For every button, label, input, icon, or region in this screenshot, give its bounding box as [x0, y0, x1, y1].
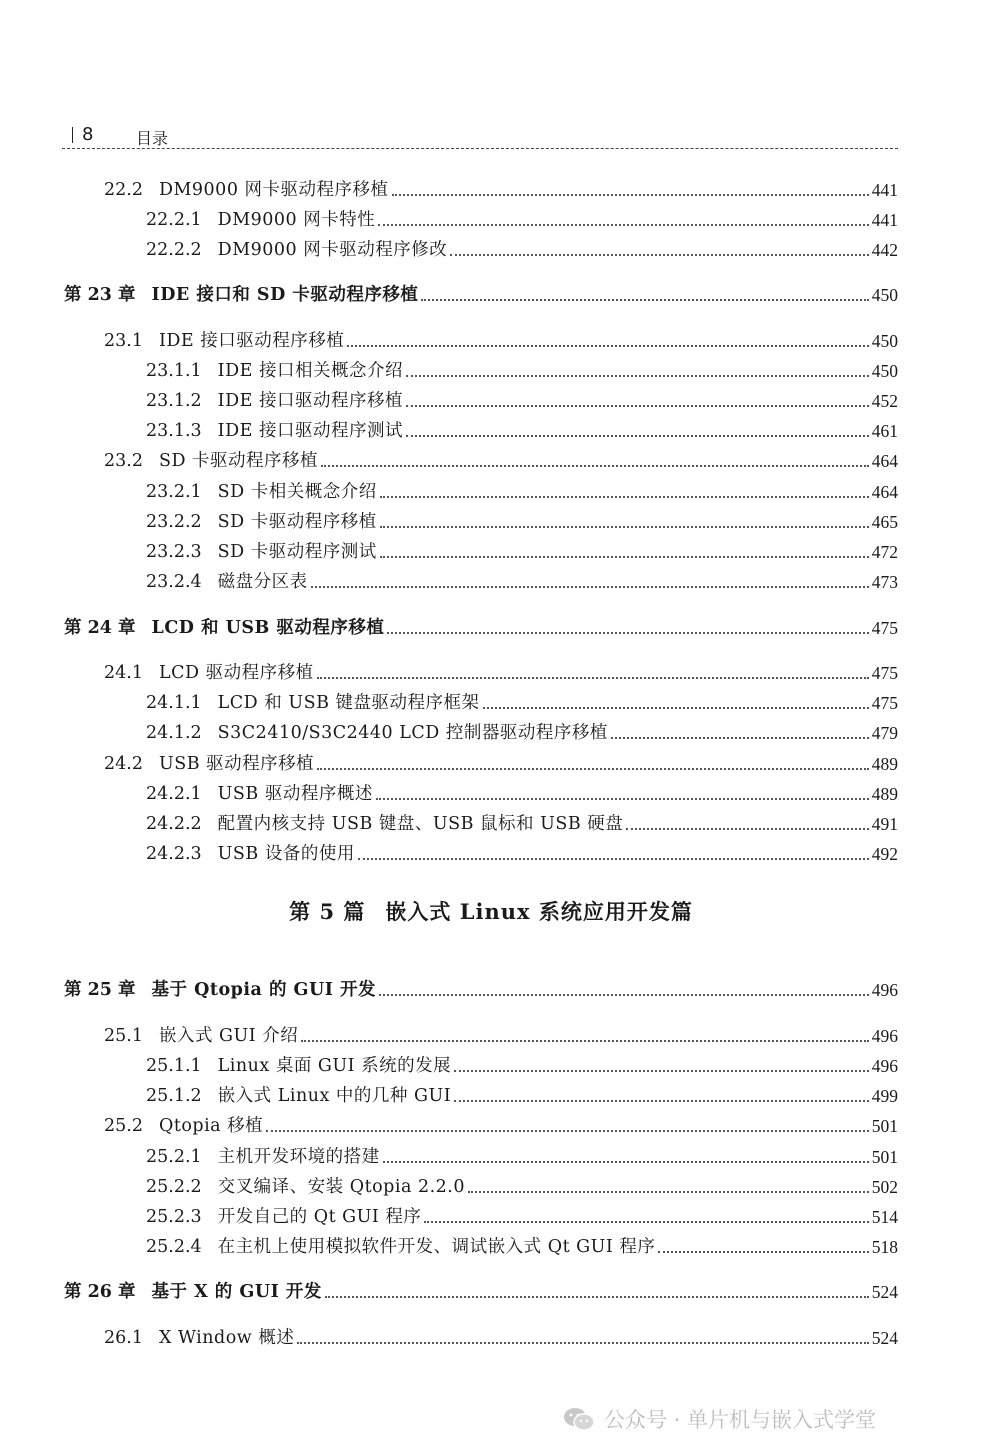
part-label: 第 5 篇 [289, 899, 366, 924]
header-bar [72, 127, 73, 143]
toc-chapter-23[interactable]: 第 23 章 IDE 接口和 SD 卡驱动程序移植 450 [64, 285, 898, 305]
toc-entry-24-2-3[interactable]: 24.2.3 USB 设备的使用 492 [146, 844, 898, 864]
toc-entry-23-2-3[interactable]: 23.2.3 SD 卡驱动程序测试 472 [146, 542, 898, 562]
toc-entry-24-1-2[interactable]: 24.1.2 S3C2410/S3C2440 LCD 控制器驱动程序移植 479 [146, 723, 898, 743]
part-title: 嵌入式 Linux 系统应用开发篇 [385, 899, 693, 924]
toc-entry-24-1-1[interactable]: 24.1.1 LCD 和 USB 键盘驱动程序框架 475 [146, 693, 898, 713]
toc-entry-22-2-2[interactable]: 22.2.2 DM9000 网卡驱动程序修改 442 [146, 240, 898, 260]
toc-entry-24-2-2[interactable]: 24.2.2 配置内核支持 USB 键盘、USB 鼠标和 USB 硬盘 491 [146, 814, 898, 834]
toc-chapter-26[interactable]: 第 26 章 基于 X 的 GUI 开发 524 [64, 1282, 898, 1302]
header-title: 目录 [136, 129, 169, 148]
toc-entry-23-1-3[interactable]: 23.1.3 IDE 接口驱动程序测试 461 [146, 421, 898, 441]
toc-entry-24-1[interactable]: 24.1 LCD 驱动程序移植 475 [104, 663, 898, 683]
toc-entry-22-2-1[interactable]: 22.2.1 DM9000 网卡特性 441 [146, 210, 898, 230]
toc-entry-23-2-4[interactable]: 23.2.4 磁盘分区表 473 [146, 572, 898, 592]
header-divider [62, 148, 898, 149]
toc-entry-25-2-2[interactable]: 25.2.2 交叉编译、安装 Qtopia 2.2.0 502 [146, 1177, 898, 1197]
toc-entry-23-1[interactable]: 23.1 IDE 接口驱动程序移植 450 [104, 331, 898, 351]
toc-entry-25-2-1[interactable]: 25.2.1 主机开发环境的搭建 501 [146, 1147, 898, 1167]
toc-entry-23-2-2[interactable]: 23.2.2 SD 卡驱动程序移植 465 [146, 512, 898, 532]
page-number: 8 [82, 124, 94, 145]
watermark-text: 公众号 · 单片机与嵌入式学堂 [604, 1408, 877, 1432]
toc-chapter-25[interactable]: 第 25 章 基于 Qtopia 的 GUI 开发 496 [64, 980, 898, 1000]
toc-entry-25-1[interactable]: 25.1 嵌入式 GUI 介绍 496 [104, 1026, 898, 1046]
toc-entry-24-2[interactable]: 24.2 USB 驱动程序移植 489 [104, 754, 898, 774]
toc-entry-26-1[interactable]: 26.1 X Window 概述 524 [104, 1328, 898, 1348]
toc-entry-22-2[interactable]: 22.2 DM9000 网卡驱动程序移植 441 [104, 180, 898, 200]
part-heading [0, 896, 982, 926]
toc-chapter-24[interactable]: 第 24 章 LCD 和 USB 驱动程序移植 475 [64, 618, 898, 638]
toc-entry-25-2-4[interactable]: 25.2.4 在主机上使用模拟软件开发、调试嵌入式 Qt GUI 程序 518 [146, 1237, 898, 1257]
toc-entry-23-1-2[interactable]: 23.1.2 IDE 接口驱动程序移植 452 [146, 391, 898, 411]
toc-entry-25-2[interactable]: 25.2 Qtopia 移植 501 [104, 1116, 898, 1136]
toc-entry-23-2[interactable]: 23.2 SD 卡驱动程序移植 464 [104, 451, 898, 471]
toc-entry-25-1-1[interactable]: 25.1.1 Linux 桌面 GUI 系统的发展 496 [146, 1056, 898, 1076]
toc-entry-23-1-1[interactable]: 23.1.1 IDE 接口相关概念介绍 450 [146, 361, 898, 381]
wechat-icon [562, 1406, 596, 1432]
page-header [62, 124, 898, 150]
watermark [562, 1404, 876, 1434]
toc-entry-25-1-2[interactable]: 25.1.2 嵌入式 Linux 中的几种 GUI 499 [146, 1086, 898, 1106]
toc-entry-23-2-1[interactable]: 23.2.1 SD 卡相关概念介绍 464 [146, 482, 898, 502]
toc-entry-25-2-3[interactable]: 25.2.3 开发自己的 Qt GUI 程序 514 [146, 1207, 898, 1227]
toc-entry-24-2-1[interactable]: 24.2.1 USB 驱动程序概述 489 [146, 784, 898, 804]
